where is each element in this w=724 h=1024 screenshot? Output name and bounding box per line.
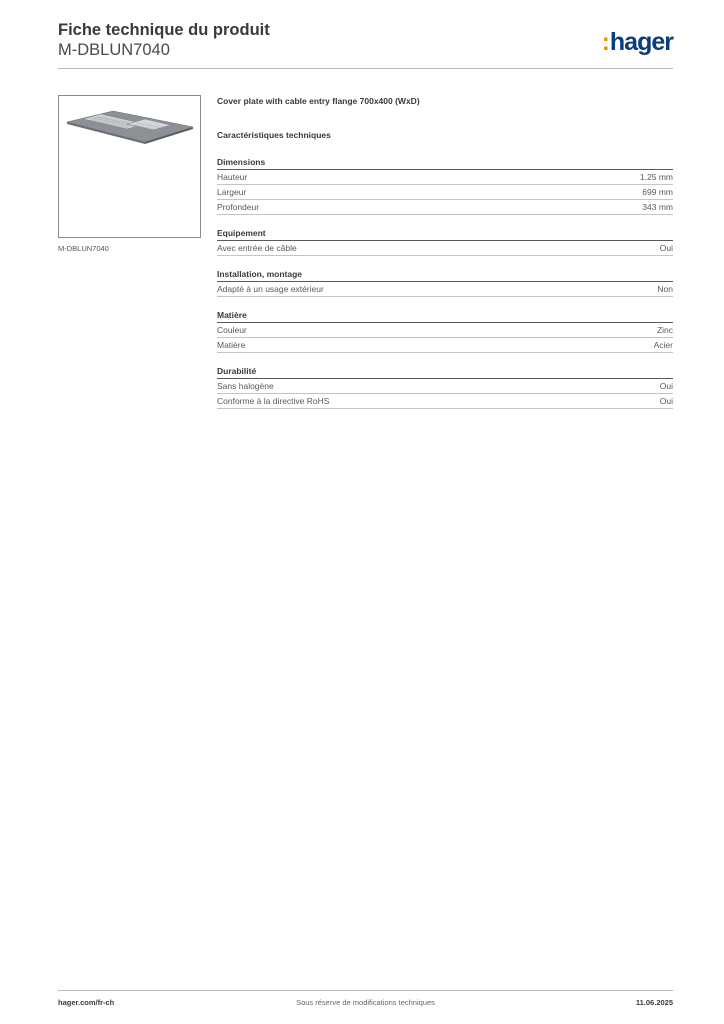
spec-label: Couleur [217,325,247,335]
footer-date: 11.06.2025 [635,998,673,1007]
cover-plate-illustration [59,96,200,237]
product-image [58,95,201,238]
product-description: Cover plate with cable entry flange 700x400 (WxD) [217,96,420,106]
spec-label: Sans halogène [217,381,274,391]
spec-row [217,200,673,215]
page-header [58,20,673,60]
image-caption: M-DBLUN7040 [58,244,109,253]
spec-row [217,185,673,200]
group-title: Durabilité [217,365,673,379]
footer-disclaimer: Sous réserve de modifications techniques [296,998,435,1007]
group-title: Installation, montage [217,268,673,282]
section-title: Caractéristiques techniques [217,130,331,140]
footer-divider [58,990,673,991]
spec-value: 343 mm [642,202,673,212]
spec-value: 1.25 mm [639,172,673,182]
spec-content [217,96,673,409]
spec-row [217,394,673,409]
spec-group-installation [217,268,673,297]
group-title: Dimensions [217,156,673,170]
spec-group-dimensions [217,156,673,215]
spec-value: Acier [653,340,673,350]
spec-label: Matière [217,340,246,350]
spec-label: Conforme à la directive RoHS [217,396,330,406]
hager-logo [602,28,673,57]
logo-text: hager [609,28,673,56]
spec-value: Oui [659,243,673,253]
footer-website-link[interactable]: hager.com/fr-ch [58,998,115,1007]
spec-label: Profondeur [217,202,260,212]
spec-row [217,241,673,256]
spec-value: Non [657,284,673,294]
spec-group-matiere [217,309,673,353]
product-reference: M-DBLUN7040 [58,41,170,59]
spec-label: Adapté à un usage extérieur [217,284,324,294]
spec-row [217,379,673,394]
spec-value: Oui [659,396,673,406]
spec-group-equipement [217,227,673,256]
spec-label: Largeur [217,187,247,197]
header-divider [58,68,673,69]
logo-dots: : [601,28,609,56]
group-title: Equipement [217,227,673,241]
spec-value: Oui [659,381,673,391]
spec-label: Hauteur [217,172,248,182]
group-title: Matière [217,309,673,323]
spec-row [217,338,673,353]
spec-row [217,282,673,297]
spec-value: Zinc [656,325,673,335]
spec-value: 699 mm [642,187,673,197]
spec-row [217,170,673,185]
spec-label: Avec entrée de câble [217,243,297,253]
spec-row [217,323,673,338]
page-title: Fiche technique du produit [58,21,270,39]
spec-group-durabilite [217,365,673,409]
